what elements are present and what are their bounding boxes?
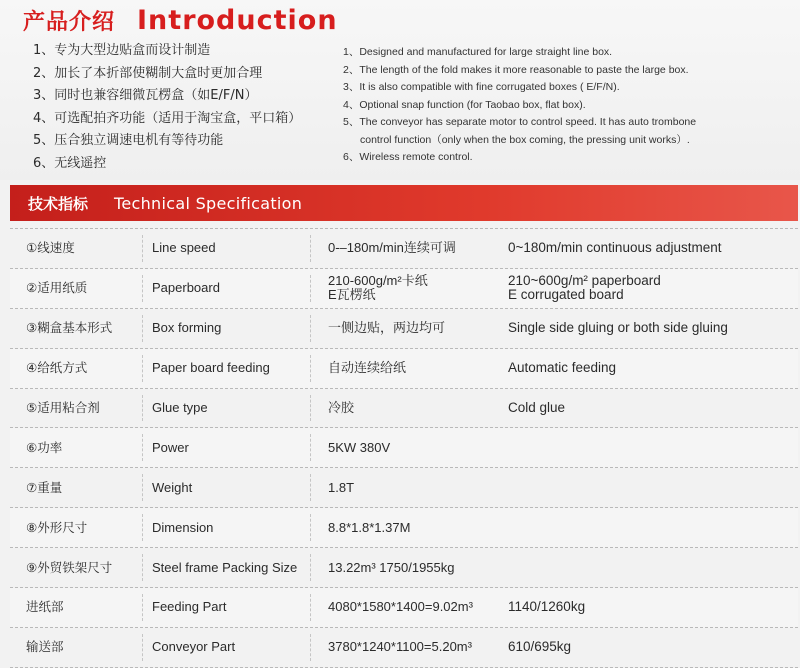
feature-en-1-text: 1、Designed and manufactured for large straight line box. (343, 46, 613, 58)
feature-en-6 (343, 149, 783, 167)
spec-value-zh: 一侧边贴，两边均可 (328, 320, 446, 336)
spec-item-en: Dimension (152, 519, 214, 535)
column-divider (310, 634, 311, 661)
spec-value-zh: 4080*1580*1400=9.02m³ (328, 599, 473, 615)
column-divider (142, 594, 143, 621)
spec-value-en (508, 269, 661, 308)
spec-item-en: Power (152, 439, 189, 455)
introduction-section (0, 0, 800, 180)
spec-item-zh: ⑦重量 (26, 479, 63, 495)
spec-value-zh-line2: E瓦楞纸 (328, 287, 376, 303)
table-row (10, 428, 798, 468)
table-row (10, 228, 798, 269)
column-divider (142, 355, 143, 382)
feature-zh-6: 6、无线遥控 (33, 155, 107, 171)
spec-title-zh: 技术指标 (28, 194, 89, 213)
spec-value-zh: 3780*1240*1100=5.20m³ (328, 639, 472, 655)
table-row (10, 628, 798, 668)
column-divider (310, 235, 311, 262)
spec-item-zh: ⑧外形尺寸 (26, 519, 88, 535)
spec-item-en: Paper board feeding (152, 360, 270, 376)
table-row (10, 389, 798, 429)
spec-value-en: 1140/1260kg (508, 599, 586, 615)
spec-item-en: Glue type (152, 400, 208, 415)
spec-value-en: Single side gluing or both side gluing (508, 320, 728, 336)
spec-item-zh: 输送部 (26, 639, 64, 655)
features-zh-list (33, 40, 301, 176)
feature-en-4-text: 4、Optional snap function (for Taobao box, flat box). (343, 98, 586, 111)
spec-value-en: Automatic feeding (508, 360, 617, 376)
column-divider (310, 275, 311, 302)
feature-en-3 (343, 79, 783, 97)
feature-zh-2: 2、加长了本折部使糊制大盒时更加合理 (33, 65, 263, 81)
column-divider (142, 315, 143, 342)
spec-value-en: Cold glue (508, 400, 566, 415)
column-divider (142, 395, 143, 422)
intro-title (23, 2, 338, 38)
spec-value-zh: 8.8*1.8*1.37M (328, 519, 411, 535)
spec-item-zh: ④给纸方式 (26, 360, 88, 376)
column-divider (310, 434, 311, 461)
feature-zh-1: 1、专为大型边贴盒而设计制造 (33, 43, 211, 58)
feature-zh-4: 4、可选配拍齐功能（适用于淘宝盒，平口箱） (33, 110, 302, 126)
intro-title-zh: 产品介绍 (23, 9, 116, 35)
spec-value-en: 610/695kg (508, 639, 572, 655)
spec-value-en: 0~180m/min continuous adjustment (508, 240, 722, 256)
spec-item-en: Line speed (152, 240, 216, 256)
column-divider (310, 355, 311, 382)
spec-item-zh: ⑥功率 (26, 439, 63, 455)
column-divider (310, 514, 311, 541)
feature-en-6-text: 6、Wireless remote control. (343, 151, 473, 163)
spec-item-en: Weight (152, 479, 193, 495)
spec-value-zh: 13.22m³ 1750/1955kg (328, 559, 455, 575)
column-divider (142, 514, 143, 541)
features-en-list (343, 44, 783, 167)
feature-en-4 (343, 97, 783, 115)
spec-value-en-line2: E corrugated board (508, 287, 624, 303)
spec-item-zh: 进纸部 (26, 599, 64, 615)
column-divider (142, 474, 143, 501)
column-divider (142, 634, 143, 661)
spec-item-en: Paperboard (152, 280, 220, 296)
spec-value-zh: 冷胶 (328, 400, 355, 415)
feature-en-2 (343, 62, 783, 80)
feature-en-5-continued: control function（only when the box coming, the pressing unit works）. (360, 133, 690, 146)
feature-en-1 (343, 44, 783, 62)
spec-item-zh: ⑤适用粘合剂 (26, 400, 100, 415)
table-row (10, 349, 798, 389)
spec-title-en: Technical Specification (114, 193, 303, 213)
column-divider (310, 594, 311, 621)
feature-en-5-text: 5、The conveyor has separate motor to control speed. It has auto trombone (343, 116, 697, 128)
table-row (10, 588, 798, 628)
column-divider (142, 275, 143, 302)
spec-item-zh: ①线速度 (26, 240, 75, 256)
spec-item-en: Feeding Part (152, 599, 227, 615)
spec-item-en: Conveyor Part (152, 639, 236, 655)
table-row (10, 508, 798, 548)
spec-value-zh: 0-–180m/min连续可调 (328, 240, 456, 256)
feature-en-2-text: 2、The length of the fold makes it more reasonable to paste the large box. (343, 63, 689, 76)
spec-value-zh: 自动连续给纸 (328, 360, 407, 376)
spec-value-zh-line1: 210-600g/m²卡纸 (328, 273, 428, 289)
table-row (10, 269, 798, 309)
spec-item-zh: ③糊盒基本形式 (26, 320, 113, 336)
spec-item-zh: ⑨外贸铁架尺寸 (26, 559, 113, 575)
spec-value-zh: 5KW 380V (328, 439, 391, 455)
feature-zh-3: 3、同时也兼容细微瓦楞盒（如E/F/N） (33, 88, 258, 104)
table-row (10, 309, 798, 349)
column-divider (310, 395, 311, 422)
spec-item-en: Box forming (152, 320, 222, 336)
column-divider (310, 474, 311, 501)
feature-en-3-text: 3、It is also compatible with fine corrugated boxes ( E/F/N). (343, 81, 620, 93)
spec-value-en-line1: 210~600g/m² paperboard (508, 273, 661, 289)
spec-item-zh: ②适用纸质 (26, 280, 88, 296)
column-divider (142, 554, 143, 581)
column-divider (142, 434, 143, 461)
spec-item-en: Steel frame Packing Size (152, 559, 298, 575)
intro-title-en: Introduction (137, 4, 338, 36)
table-row (10, 548, 798, 588)
spec-table (10, 228, 798, 668)
spec-header-bar (10, 185, 798, 221)
table-row (10, 468, 798, 508)
feature-zh-5: 5、压合独立调速电机有等待功能 (33, 133, 224, 149)
spec-value-zh (328, 269, 428, 308)
feature-en-5 (343, 114, 783, 149)
column-divider (310, 554, 311, 581)
column-divider (142, 235, 143, 262)
spec-value-zh: 1.8T (328, 479, 355, 495)
column-divider (310, 315, 311, 342)
